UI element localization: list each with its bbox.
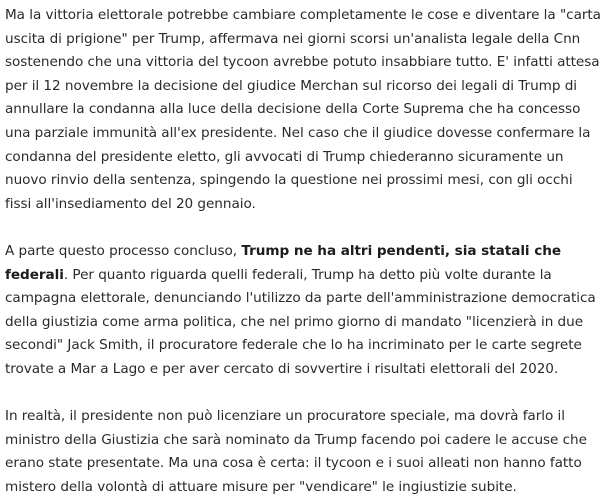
paragraph-1-text: Ma la vittoria elettorale potrebbe cambiare completamente le cose e diventare la "carta uscita di prigione" per Trump, affermava nei giorni scorsi un'analista legale della Cnn sostenendo che una vittoria del tycoon avrebbe potuto insabbiare tutto. E' infatti attesa per il 12 novembre la decisione del giudice Merchan sul ricorso dei legali di Trump di annullare la condanna alla luce della decisione della Corte Suprema che ha concesso una parziale immunità all'ex presidente. Nel caso che il giudice dovesse confermare la condanna del presidente eletto, gli avvocati di Trump chiederanno sicuramente un nuovo rinvio della sentenza, spingendo la questione nei prossimi mesi, con gli occhi fissi all'insediamento del 20 gennaio. xyxy=(5,7,601,212)
paragraph-2-intro: A parte questo processo concluso, xyxy=(5,242,242,259)
paragraph-2-text: . Per quanto riguarda quelli federali, Trump ha detto più volte durante la campagna elettorale, denunciando l'utilizzo da parte dell'amministrazione democratica della giustizia come arma politica, che nel primo giorno di mandato "licenzierà in due secondi" Jack Smith, il procuratore federale che lo ha incriminato per le carte segrete trovate a Mar a Lago e per aver cercato di sovvertire i risultati elettorali del 2020. xyxy=(5,266,596,377)
paragraph-2 xyxy=(5,240,601,382)
paragraph-1 xyxy=(5,4,601,216)
paragraph-3 xyxy=(5,405,601,499)
paragraph-3-text: In realtà, il presidente non può licenziare un procuratore speciale, ma dovrà farlo il ministro della Giustizia che sarà nominato da Trump facendo poi cadere le accuse che erano state presentate. Ma una cosa è certa: il tycoon e i suoi alleati non hanno fatto mistero della volontà di attuare misure per "vendicare" le ingiustizie subite. xyxy=(5,408,587,495)
paragraph-2-highlight: Trump ne ha altri pendenti, sia statali che federali xyxy=(5,242,562,283)
article-body xyxy=(5,4,601,499)
